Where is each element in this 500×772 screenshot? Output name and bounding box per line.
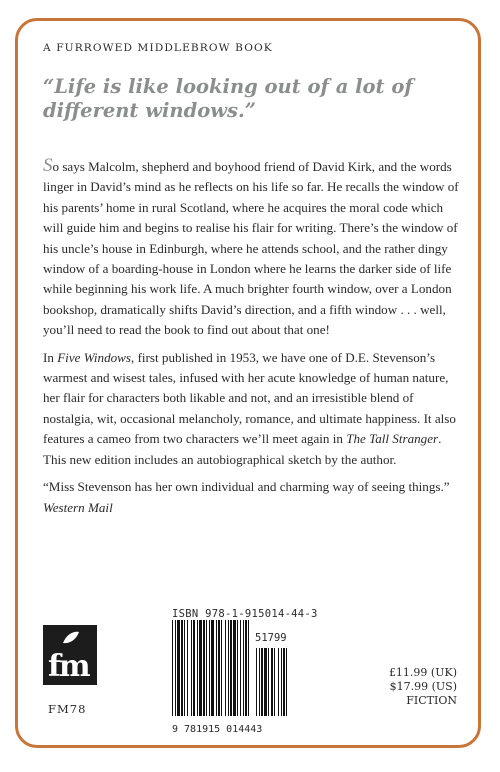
book-title-five-windows: Five Windows: [57, 349, 132, 365]
review-text: “Miss Stevenson has her own individual and charming way of seeing things.”: [43, 479, 450, 495]
paragraph-2-intro: In: [43, 349, 58, 365]
price-uk: £11.99 (UK): [388, 666, 457, 679]
publisher-logo: [43, 625, 97, 685]
blurb-text: [43, 157, 459, 525]
blurb-paragraph-2: [43, 348, 459, 470]
blurb-paragraph-1: [43, 157, 459, 341]
leaf-icon: [61, 629, 81, 649]
paragraph-2-end: . This new edition includes an autobiographical sketch by the author.: [43, 431, 442, 467]
series-header: A FURROWED MIDDLEBROW BOOK: [43, 42, 273, 54]
paragraph-2-middle: , first published in 1953, we have one of D.E. Stevenson’s warmest and wisest tales, infused with her acute knowledge of human nature, her flair for characters both likable and not, and an irresistible blend of nostalgia, wit, occasional melancholy, romance, and ultimate happiness. It also features a cameo from two characters we’ll meet again in: [43, 349, 456, 447]
price-block: [389, 666, 457, 708]
review-source: Western Mail: [43, 499, 113, 515]
pull-quote: “Life is like looking out of a lot of different windows.”: [43, 75, 413, 122]
price-addon-code: 51799: [255, 632, 287, 644]
paragraph-1-text: o says Malcolm, shepherd and boyhood friend of David Kirk, and the words linger in David’s mind as he reflects on his life so far. He recalls the window of his parents’ home in rural Scotland, where he acquires the moral code which will guide him and begins to realise his flair for writing. There’s the window of his uncle’s house in Edinburgh, where he attends school, and the rather dingy window of a boarding-house in London where he learns the darker side of life while beginning his work life. A much brighter fourth window, over a London bookshop, dramatically shifts David’s direction, and a fifth window . . . well, you’ll need to read the book to find out about that one!: [43, 159, 459, 338]
isbn-label: ISBN 978-1-915014-44-3: [172, 608, 318, 620]
book-title-tall-stranger: The Tall Stranger: [346, 431, 439, 447]
barcode: [170, 620, 290, 720]
logo-letters: fm: [48, 649, 89, 684]
ean-number: 9 781915 014443: [172, 724, 263, 735]
drop-cap: S: [43, 155, 53, 176]
series-code: FM78: [48, 702, 87, 716]
price-us: $17.99 (US): [389, 680, 457, 693]
review-quote: [43, 477, 459, 518]
category-label: FICTION: [406, 694, 457, 707]
